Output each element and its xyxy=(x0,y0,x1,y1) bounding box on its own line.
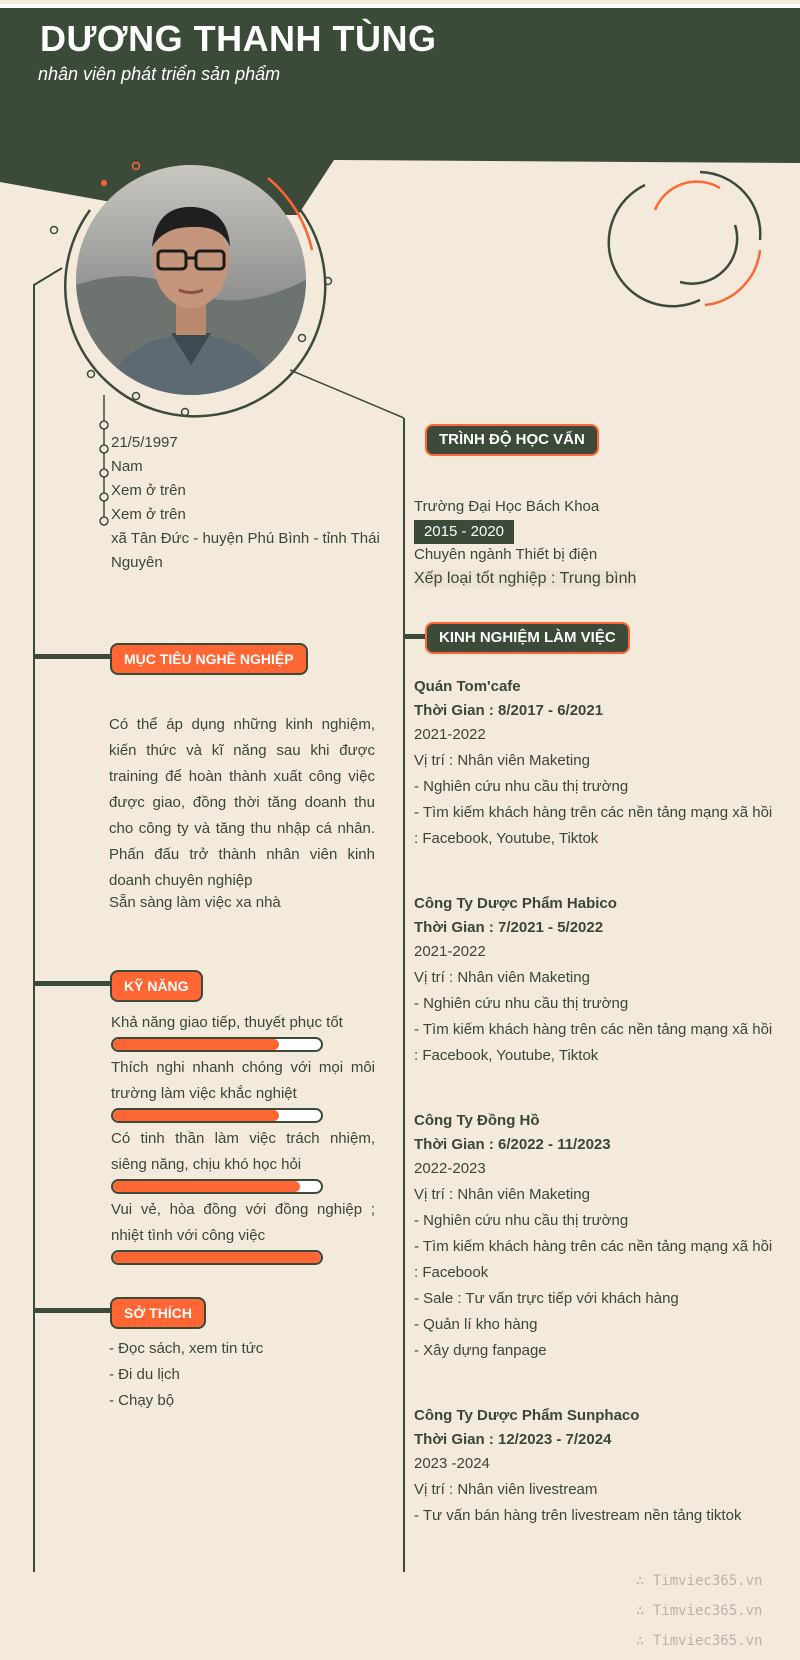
avatar xyxy=(76,165,306,395)
job-company: Công Ty Dược Phẩm Habico xyxy=(414,895,617,912)
info-email: Xem ở trên xyxy=(111,506,186,523)
section-connector xyxy=(33,654,111,659)
candidate-job-title: nhân viên phát triển sản phẩm xyxy=(38,64,281,84)
job-company: Công Ty Dược Phẩm Sunphaco xyxy=(414,1407,640,1424)
education-heading: TRÌNH ĐỘ HỌC VẤN xyxy=(425,424,599,456)
job-company: Quán Tom'cafe xyxy=(414,678,521,695)
hobbies-heading: SỞ THÍCH xyxy=(110,1297,206,1329)
job-period: Thời Gian : 6/2022 - 11/2023 xyxy=(414,1136,611,1153)
education-rank: Xếp loại tốt nghiệp : Trung bình xyxy=(414,570,637,587)
section-connector xyxy=(403,634,427,639)
info-address: xã Tân Đức - huyện Phú Bình - tỉnh Thái xyxy=(111,530,380,547)
job-line: : Facebook, Youtube, Tiktok xyxy=(414,1047,599,1064)
job-line: 2021-2022 xyxy=(414,726,486,743)
job-line: - Nghiên cứu nhu cầu thị trường xyxy=(414,778,629,795)
watermark-label: Timviec365.vn xyxy=(652,1633,763,1649)
skill-bar-fill xyxy=(113,1110,279,1121)
info-gender: Nam xyxy=(111,458,143,475)
job-line: Vị trí : Nhân viên Maketing xyxy=(414,752,590,769)
job-line: : Facebook xyxy=(414,1264,489,1281)
career-goal-heading: MỤC TIÊU NGHỀ NGHIỆP xyxy=(110,643,308,675)
job-line: - Tư vấn bán hàng trên livestream nền tảng tiktok xyxy=(414,1507,742,1524)
job-line: - Quản lí kho hàng xyxy=(414,1316,538,1333)
skill-bar xyxy=(111,1108,323,1123)
watermark-label: Timviec365.vn xyxy=(652,1573,763,1589)
education-years: 2015 - 2020 xyxy=(414,520,514,544)
job-line: - Xây dựng fanpage xyxy=(414,1342,547,1359)
job-line: 2023 -2024 xyxy=(414,1455,490,1472)
skills-heading: KỸ NĂNG xyxy=(110,970,203,1002)
hobby-item: - Đọc sách, xem tin tức xyxy=(109,1340,264,1357)
portrait-photo xyxy=(76,165,306,395)
skill-bar xyxy=(111,1250,323,1265)
job-line: - Nghiên cứu nhu cầu thị trường xyxy=(414,995,629,1012)
job-line: Vị trí : Nhân viên Maketing xyxy=(414,1186,590,1203)
job-period: Thời Gian : 7/2021 - 5/2022 xyxy=(414,919,604,936)
education-major: Chuyên ngành Thiết bị điện xyxy=(414,546,598,563)
job-line: - Nghiên cứu nhu cầu thị trường xyxy=(414,1212,629,1229)
experience-heading: KINH NGHIỆM LÀM VIỆC xyxy=(425,622,630,654)
job-line: Vị trí : Nhân viên livestream xyxy=(414,1481,598,1498)
candidate-name: DƯƠNG THANH TÙNG xyxy=(40,18,437,59)
hobby-item: - Đi du lịch xyxy=(109,1366,180,1383)
job-line: - Tìm kiếm khách hàng trên các nền tảng mạng xã hồi xyxy=(414,1021,773,1038)
job-line: 2021-2022 xyxy=(414,943,486,960)
job-company: Công Ty Đồng Hồ xyxy=(414,1112,540,1129)
skill-label: Khả năng giao tiếp, thuyết phục tốt xyxy=(111,1014,343,1031)
skill-label: Thích nghi nhanh chóng với mọi môi trường làm việc khắc nghiệt xyxy=(111,1059,375,1102)
skill-bar xyxy=(111,1037,323,1052)
career-goal-text: Có thể áp dụng những kinh nghiệm, kiến thức và kĩ năng sau khi được training để hoàn thành xuất công việc được giao, đồng thời tăng doanh thu cho công ty và tăng thu nhập cá nhân. Phấn đấu trở thành nhân viên kinh doanh chuyên nghiệp xyxy=(109,716,375,889)
job-period: Thời Gian : 8/2017 - 6/2021 xyxy=(414,702,604,719)
job-line: 2022-2023 xyxy=(414,1160,486,1177)
job-line: : Facebook, Youtube, Tiktok xyxy=(414,830,599,847)
info-birthdate: 21/5/1997 xyxy=(111,434,178,451)
skill-label: Vui vẻ, hòa đồng với đồng nghiệp ; nhiệt tình với công việc xyxy=(111,1201,375,1244)
career-goal-extra: Sẵn sàng làm việc xa nhà xyxy=(109,894,281,911)
watermark-label: Timviec365.vn xyxy=(652,1603,763,1619)
section-connector xyxy=(33,1308,111,1313)
watermark-text: ∴ Timviec365.vn xyxy=(636,1603,763,1619)
job-line: - Sale : Tư vấn trực tiếp với khách hàng xyxy=(414,1290,679,1307)
right-timeline-line xyxy=(403,418,405,1572)
skill-label: Có tinh thần làm việc trách nhiệm, siêng năng, chịu khó học hỏi xyxy=(111,1130,375,1173)
hobby-item: - Chạy bộ xyxy=(109,1392,175,1409)
info-phone: Xem ở trên xyxy=(111,482,186,499)
job-period: Thời Gian : 12/2023 - 7/2024 xyxy=(414,1431,612,1448)
watermark-text: ∴ Timviec365.vn xyxy=(636,1573,763,1589)
skill-bar-fill xyxy=(113,1039,279,1050)
skill-bar-fill xyxy=(113,1252,321,1263)
watermark-text: ∴ Timviec365.vn xyxy=(636,1633,763,1649)
job-line: - Tìm kiếm khách hàng trên các nền tảng mạng xã hồi xyxy=(414,804,773,821)
info-address-cont: Nguyên xyxy=(111,554,163,571)
section-connector xyxy=(33,981,111,986)
skill-bar-fill xyxy=(113,1181,300,1192)
left-timeline-line xyxy=(33,284,35,1572)
skill-bar xyxy=(111,1179,323,1194)
job-line: - Tìm kiếm khách hàng trên các nền tảng mạng xã hồi xyxy=(414,1238,773,1255)
education-school: Trường Đại Học Bách Khoa xyxy=(414,498,600,515)
job-line: Vị trí : Nhân viên Maketing xyxy=(414,969,590,986)
